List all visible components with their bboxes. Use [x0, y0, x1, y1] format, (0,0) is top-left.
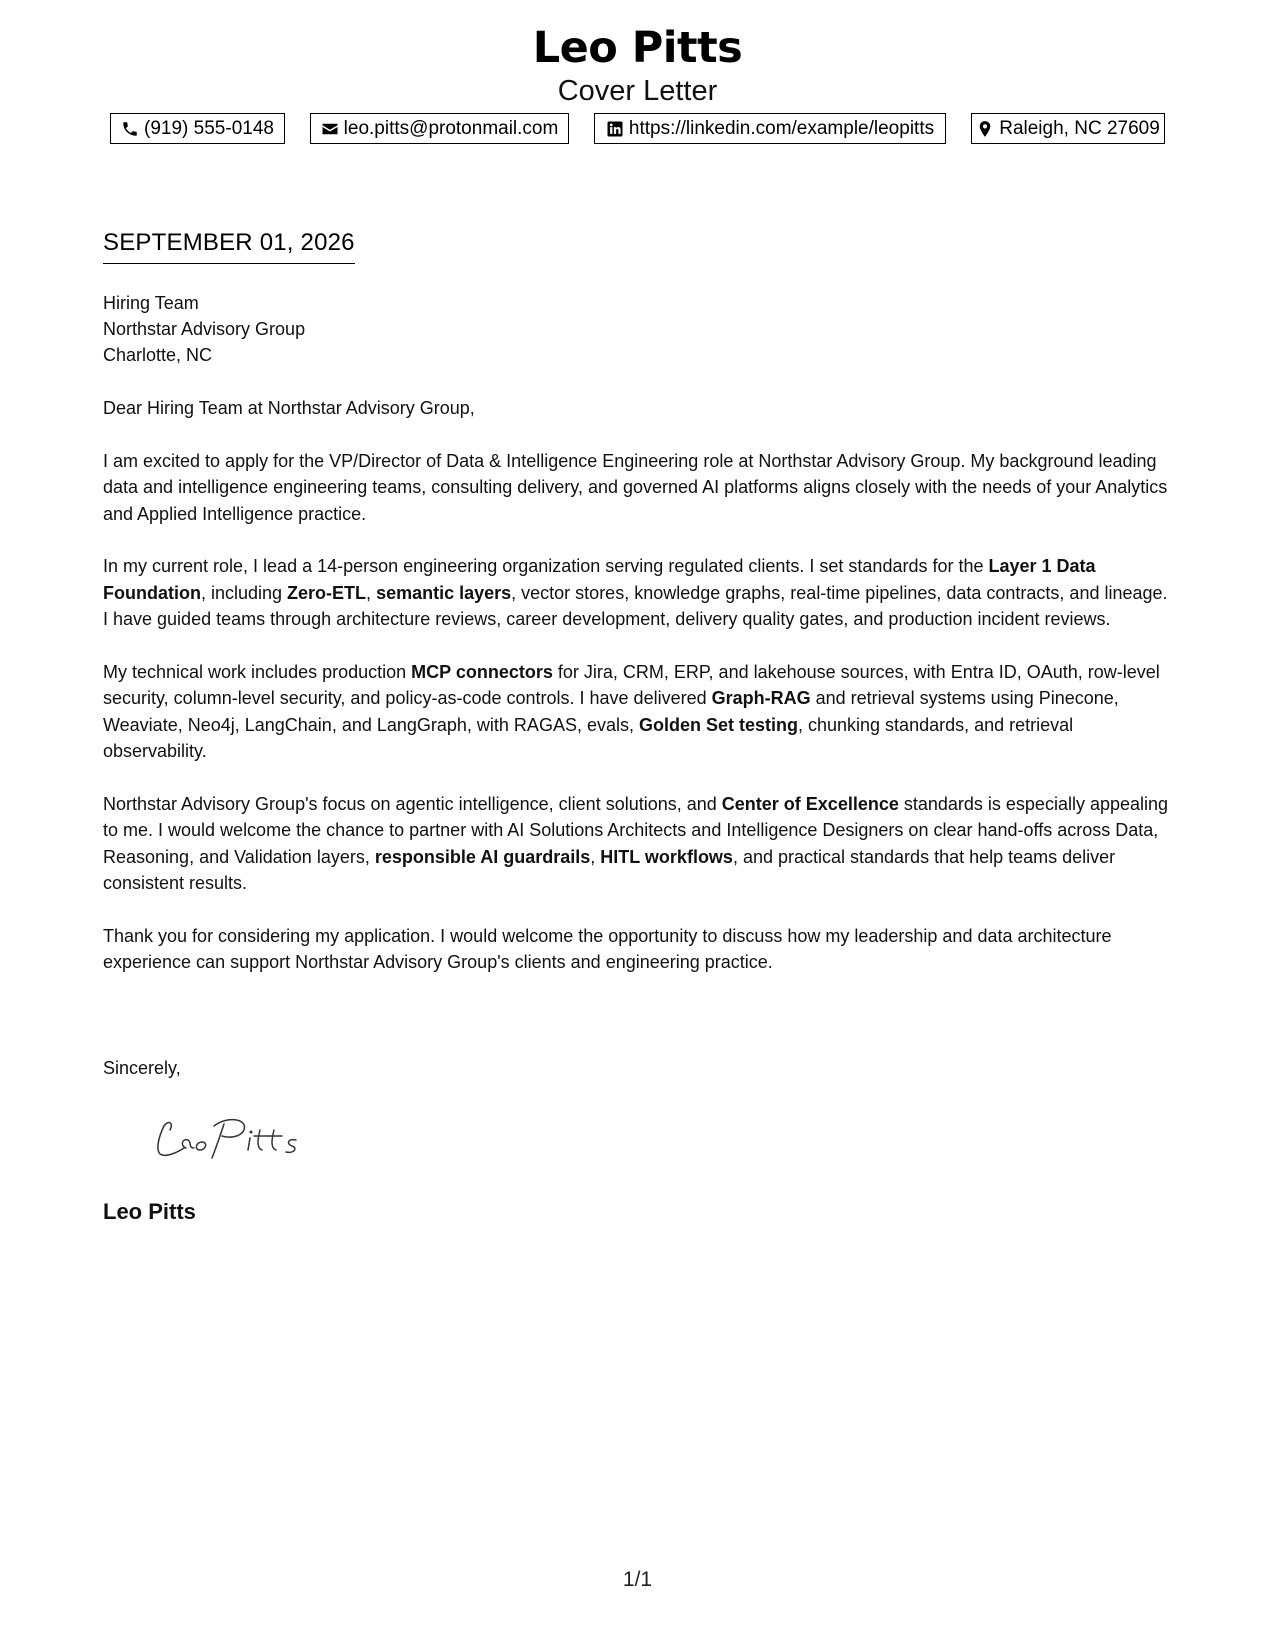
- paragraph-company-fit: Northstar Advisory Group's focus on agentic intelligence, client solutions, and Center of Excellence standards is especially appealing to me. I would welcome the chance to partner with AI Solutions Architects and Intelligence Designers on clear hand-offs across Data, Reasoning, and Validation layers, responsible AI guardrails, HITL workflows, and practical standards that help teams deliver consistent results.: [103, 793, 1169, 893]
- recipient-block: [103, 290, 305, 368]
- salutation: Dear Hiring Team at Northstar Advisory Group,: [103, 398, 475, 418]
- page-number: 1/1: [622, 1568, 653, 1591]
- recipient-line: Charlotte, NC: [103, 345, 213, 365]
- applicant-name: Leo Pitts: [532, 23, 743, 73]
- document-subtitle: Cover Letter: [557, 75, 718, 107]
- handwritten-signature: [150, 1108, 320, 1164]
- location-text: Raleigh, NC 27609: [999, 117, 1160, 139]
- recipient-line: Northstar Advisory Group: [103, 319, 306, 339]
- signer-name: Leo Pitts: [103, 1199, 196, 1224]
- highlight: HITL workflows: [600, 846, 733, 867]
- email-text: leo.pitts@protonmail.com: [343, 117, 559, 139]
- paragraph-current-role: In my current role, I lead a 14-person engineering organization serving regulated clients. I set standards for the Layer 1 Data Foundation, including Zero-ETL, semantic layers, vector stores, knowledge graphs, real-time pipelines, data contracts, and lineage. I have guided teams through architecture reviews, career development, delivery quality gates, and production incident reviews.: [103, 556, 1168, 629]
- highlight: Zero-ETL: [287, 582, 367, 603]
- highlight: responsible AI guardrails: [374, 846, 591, 867]
- letter-header: [0, 22, 1275, 108]
- recipient-line: Hiring Team: [103, 293, 199, 313]
- phone-icon: [121, 120, 139, 138]
- linkedin-icon: [606, 120, 624, 138]
- highlight: Golden Set testing: [638, 714, 798, 735]
- highlight: Graph-RAG: [711, 688, 811, 708]
- highlight: Center of Excellence: [721, 793, 899, 814]
- highlight: semantic layers: [376, 582, 512, 603]
- contact-bar: [110, 113, 1165, 144]
- closing-text: Sincerely,: [103, 1058, 181, 1078]
- paragraph-closing: Thank you for considering my application. I would welcome the opportunity to discuss how my leadership and data architecture experience can support Northstar Advisory Group's clients and engineering practice.: [103, 925, 1112, 972]
- highlight: MCP connectors: [411, 661, 553, 682]
- phone-text: (919) 555-0148: [144, 117, 274, 139]
- envelope-icon: [321, 120, 339, 138]
- letter-body: [103, 395, 1173, 1002]
- contact-linkedin: [594, 113, 946, 144]
- highlight: Layer 1 Data Foundation: [103, 556, 1096, 603]
- paragraph-intro: I am excited to apply for the VP/Director of Data & Intelligence Engineering role at Northstar Advisory Group. My background leading data and intelligence engineering teams, consulting delivery, and governed AI platforms aligns closely with the needs of your Analytics and Applied Intelligence practice.: [103, 450, 1168, 524]
- linkedin-text: https://linkedin.com/example/leopitts: [628, 117, 935, 139]
- contact-phone: [110, 113, 285, 144]
- paragraph-technical: My technical work includes production MCP connectors for Jira, CRM, ERP, and lakehouse sources, with Entra ID, OAuth, row-level security, column-level security, and policy-as-code controls. I have delivered Graph-RAG and retrieval systems using Pinecone, Weaviate, Neo4j, LangChain, and LangGraph, with RAGAS, evals, Golden Set testing, chunking standards, and retrieval observability.: [103, 661, 1160, 761]
- map-pin-icon: [976, 120, 994, 138]
- contact-email: [310, 113, 569, 144]
- contact-location: [971, 113, 1165, 144]
- letter-date: SEPTEMBER 01, 2026: [103, 229, 355, 264]
